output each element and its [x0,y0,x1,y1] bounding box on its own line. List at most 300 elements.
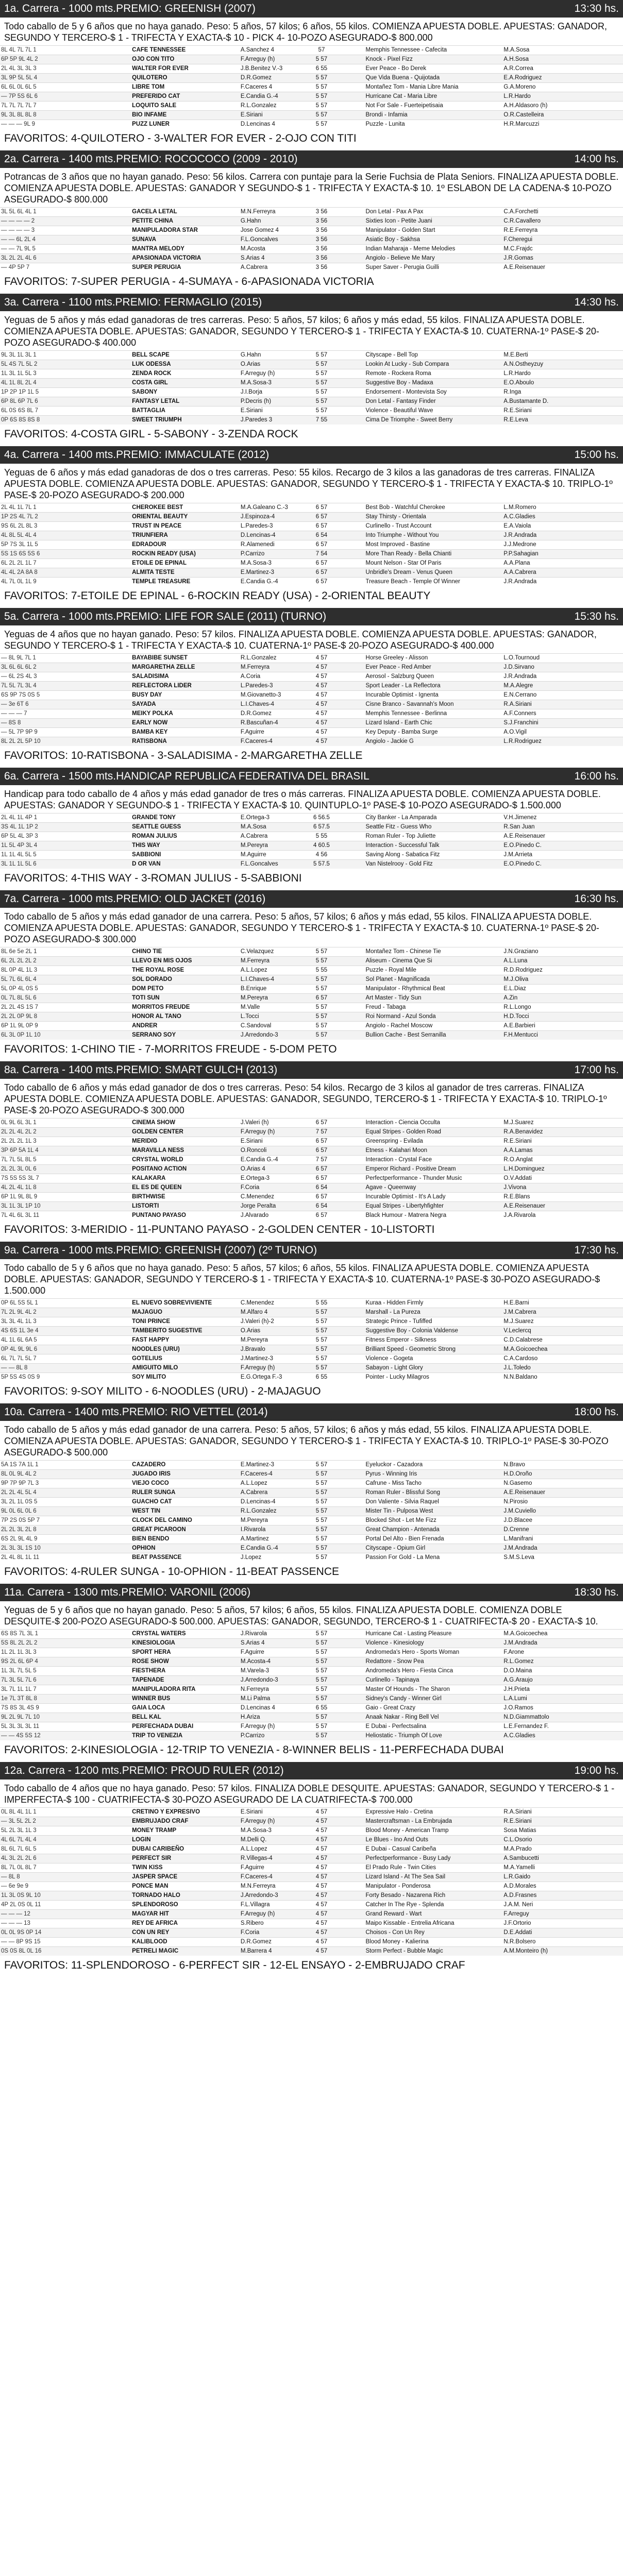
trainer-name [331,522,364,531]
trainer-name [331,663,364,672]
age-weight: 3 56 [311,208,331,217]
trainer-name [331,83,364,92]
age-weight: 6 57 [311,513,331,522]
age-weight: 4 57 [311,1854,331,1863]
race-section [0,150,623,294]
race-conditions: Yeguas de 5 y 6 años que no hayan ganado. Peso: 5 años, 57 kilos; 6 años, 55 kilos. FINALIZA APUESTA DOBLE. COMIENZA DOBLE DESQUITE-$ 200-POZO ASEGURADO-$ 500.000. APUESTAS: GANADOR, SEGUNDO, TERCERO-$ 1 - CUATRIFECTA-$ 20 - EXACTA-$ 10. [4,1605,598,1626]
entry-row [0,379,623,388]
horse-name: PONCE MAN [131,1882,240,1891]
stud-name: J.A.M. Neri [502,1901,623,1910]
age-weight: 5 57 [311,369,331,379]
jockey-name: F.Aguirre [240,728,312,737]
recent-form: 6L 3L 0P 1L 10 [0,1031,131,1040]
race-section [0,1403,623,1584]
entry-row [0,1003,623,1012]
horse-name: TEMPLE TREASURE [131,578,240,587]
horse-name: CON UN REY [131,1928,240,1938]
jockey-name: M.N.Ferreyra [240,1882,312,1891]
jockey-name: I.Rivarola [240,1526,312,1535]
entry-row [0,1667,623,1676]
race-header [0,1403,623,1421]
jockey-name: L.Paredes-3 [240,682,312,691]
entry-row [0,1938,623,1947]
recent-form: 8L 4L 7L 7L 1 [0,46,131,55]
entries-table [0,1629,623,1740]
pedigree: Interaction - Ciencia Occulta [365,1118,503,1128]
recent-form: 9L 3L 8L 8L 8 [0,111,131,120]
trainer-name [331,1854,364,1863]
trainer-name [331,1704,364,1713]
entry-row [0,1470,623,1479]
recent-form: 6P 1L 9L 0P 9 [0,1022,131,1031]
pedigree: Andromeda's Hero - Sports Woman [365,1648,503,1657]
horse-name: HONOR AL TANO [131,1012,240,1022]
race-time: 16:00 hs. [574,770,619,782]
entry-row [0,1657,623,1667]
entries-table [0,1460,623,1562]
age-weight: 4 57 [311,1928,331,1938]
trainer-name [331,1836,364,1845]
stud-name: A.Bustamante D. [502,397,623,406]
trainer-name [331,1685,364,1694]
jockey-name: D.Lencinas-4 [240,531,312,540]
recent-form: — 5L 7P 9P 9 [0,728,131,737]
recent-form: 2L 4L 1L 7L 1 [0,503,131,513]
entry-row [0,235,623,245]
entry-row [0,559,623,568]
entry-row [0,823,623,832]
jockey-name: M.Varela-3 [240,1667,312,1676]
stud-name: F.H.Mentucci [502,1031,623,1040]
trainer-name [331,709,364,719]
race-conditions: Yeguas de 4 años que no hayan ganado. Peso: 57 kilos. FINALIZA APUESTA DOBLE. COMIENZA APUESTA DOBLE. APUESTAS: GANADOR, SEGUNDO Y TERCERO-$ 1 - TRIFECTA Y EXACTA-$ 10. CUATERNA-1º PASE-$ 20-POZO ASEGURADO-$ 400.000 [4,629,597,651]
trainer-name [331,111,364,120]
age-weight: 5 57 [311,1327,331,1336]
trainer-name [331,1345,364,1354]
race-header [0,890,623,908]
entry-row [0,1137,623,1146]
entry-row [0,1919,623,1928]
jockey-name: C.Velazquez [240,947,312,957]
horse-name: PERFECHADA DUBAI [131,1722,240,1732]
recent-form: 0L 0L 9S 0P 14 [0,1928,131,1938]
entry-row [0,1364,623,1373]
entry-row [0,700,623,709]
recent-form: 3L 2L 1L 0S 5 [0,1498,131,1507]
horse-name: CHINO TIE [131,947,240,957]
stud-name: V.H.Jimenez [502,814,623,823]
entry-row [0,522,623,531]
age-weight: 4 57 [311,700,331,709]
trainer-name [331,966,364,975]
recent-form: 7S 8S 3L 4S 9 [0,1704,131,1713]
entry-row [0,1507,623,1516]
recent-form: 0P 6L 5S 5L 1 [0,1299,131,1308]
trainer-name [331,1012,364,1022]
stud-name: J.M.Cuviello [502,1507,623,1516]
entry-row [0,540,623,550]
favorites-line: FAVORITOS: 7-ETOILE DE EPINAL - 6-ROCKIN READY (USA) - 2-ORIENTAL BEAUTY [4,590,431,602]
pedigree: Gaio - Great Crazy [365,1704,503,1713]
race-section [0,890,623,1061]
age-weight: 6 55 [311,1704,331,1713]
jockey-name: F.Caceres 4 [240,83,312,92]
horse-name: SUPER PERUGIA [131,263,240,273]
race-title: 7a. Carrera - 1000 mts.PREMIO: OLD JACKET (2016) [4,893,266,905]
trainer-name [331,513,364,522]
trainer-name [331,1648,364,1657]
recent-form: 3L 1L 1L 5L 6 [0,860,131,869]
stud-name: G.A.Moreno [502,83,623,92]
horse-name: FIESTHERA [131,1667,240,1676]
race-conditions: Todo caballo de 4 años que no haya ganado. Peso: 57 kilos. FINALIZA DOBLE DESQUITE. APUESTAS: GANADOR, SEGUNDO Y TERCERO-$ 1 - IMPERFECTA-$ 100 - CUATRIFECTA-$ 30-POZO ASEGURADO DE LA CUATRIFECTA-$ 700.000 [4,1783,615,1805]
trainer-name [331,1373,364,1382]
pedigree: Cima De Triomphe - Sweet Berry [365,416,503,425]
entry-row [0,1676,623,1685]
stud-name: E.A.Rodriguez [502,74,623,83]
horse-name: MANIPULADORA STAR [131,226,240,235]
entry-row [0,1118,623,1128]
stud-name: M.E.Berti [502,351,623,360]
entry-row [0,1826,623,1836]
jockey-name: D.Lencinas-4 [240,1498,312,1507]
age-weight: 5 57 [311,397,331,406]
horse-name: TOTI SUN [131,994,240,1003]
trainer-name [331,1211,364,1221]
entry-row [0,1308,623,1317]
age-weight: 5 57 [311,1694,331,1704]
race-header [0,1762,623,1780]
race-time: 18:30 hs. [574,1586,619,1598]
horse-name: BAMBA KEY [131,728,240,737]
pedigree: Puzzle - Lunita [365,120,503,129]
jockey-name: J.I.Borja [240,388,312,397]
jockey-name: J.Arredondo-3 [240,1891,312,1901]
pedigree: Art Master - Tidy Sun [365,994,503,1003]
stud-name: A.N.Ostheyzuy [502,360,623,369]
pedigree: Manipulator - Rhythmical Beat [365,985,503,994]
age-weight: 6 55 [311,64,331,74]
age-weight: 4 57 [311,1836,331,1845]
pedigree: Roman Ruler - Top Juliette [365,832,503,841]
age-weight: 5 57 [311,1535,331,1544]
recent-form: 9P 7P 9P 7L 3 [0,1479,131,1488]
entry-row [0,1211,623,1221]
trainer-name [331,235,364,245]
recent-form: 6L 2L 2L 1L 7 [0,559,131,568]
trainer-name [331,1308,364,1317]
stud-name: M.A.Goicoechea [502,1345,623,1354]
trainer-name [331,1901,364,1910]
horse-name: RULER SUNGA [131,1488,240,1498]
stud-name: J.D.Blacee [502,1516,623,1526]
entry-row [0,1928,623,1938]
favorites-line: FAVORITOS: 7-SUPER PERUGIA - 4-SUMAYA - 6-APASIONADA VICTORIA [4,276,374,287]
stud-name: M.A.Alegre [502,682,623,691]
stud-name: E.A.Vaiola [502,522,623,531]
stud-name: R.E.Siriani [502,1137,623,1146]
recent-form: — — — 12 [0,1910,131,1919]
pedigree: Curlinello - Trust Account [365,522,503,531]
jockey-name: L.I.Chaves-4 [240,700,312,709]
entry-row [0,719,623,728]
jockey-name: M.Delli Q. [240,1836,312,1845]
stud-name: J.R.Gomas [502,254,623,263]
pedigree: Grand Reward - Wart [365,1910,503,1919]
pedigree: Expressive Halo - Cretina [365,1808,503,1817]
pedigree: Equal Stripes - Golden Road [365,1128,503,1137]
trainer-name [331,1488,364,1498]
pedigree: Black Humour - Matrera Negra [365,1211,503,1221]
entry-row [0,1836,623,1845]
trainer-name [331,1676,364,1685]
stud-name: H.E.Barni [502,1299,623,1308]
horse-name: CHEROKEE BEST [131,503,240,513]
trainer-name [331,531,364,540]
race-time: 17:30 hs. [574,1244,619,1256]
entry-row [0,1854,623,1863]
age-weight: 5 57 [311,1317,331,1327]
race-conditions: Todo caballo de 5 años y más edad ganador de una carrera. Peso: 5 años, 57 kilos; 6 años y más edad, 55 kilos. FINALIZA APUESTA DOBLE. COMIENZA APUESTA DOBLE. APUESTAS: GANADOR, SEGUNDO Y TERCERO-$ 1 - TRIFECTA Y EXACTA-$ 10. TRIPLO-1º PASE-$ 30-POZO ASEGURADO-$ 500.000 [4,1425,609,1458]
pedigree: Passion For Gold - La Mena [365,1553,503,1563]
stud-name: H.D.Oroño [502,1470,623,1479]
age-weight: 5 57 [311,360,331,369]
stud-name: A.M.Monteiro (h) [502,1947,623,1956]
stud-name: M.A.Goicoechea [502,1630,623,1639]
recent-form: — — — — 3 [0,226,131,235]
stud-name: R.L.Longo [502,1003,623,1012]
entry-row [0,1947,623,1956]
entry-row [0,1891,623,1901]
age-weight: 7 57 [311,1128,331,1137]
entries-table [0,1118,623,1220]
trainer-name [331,841,364,851]
stud-name: Sosa Matias [502,1826,623,1836]
entry-row [0,1516,623,1526]
recent-form: 7P 2S 0S 5P 7 [0,1516,131,1526]
recent-form: 3L 1L 3L 1P 10 [0,1202,131,1211]
horse-name: REFLECTORA LIDER [131,682,240,691]
stud-name: J.J.Medrone [502,540,623,550]
pedigree: Agave - Queenway [365,1183,503,1193]
jockey-name: F.L.Villagra [240,1901,312,1910]
jockey-name: O.Arias [240,1327,312,1336]
jockey-name: E.Ortega-3 [240,814,312,823]
horse-name: ANDRER [131,1022,240,1031]
trainer-name [331,369,364,379]
trainer-name [331,994,364,1003]
pedigree: Angiolo - Believe Me Mary [365,254,503,263]
horse-name: MEIKY POLKA [131,709,240,719]
jockey-name: D.Lencinas 4 [240,1704,312,1713]
horse-name: MAJAGUO [131,1308,240,1317]
entry-row [0,64,623,74]
pedigree: El Prado Rule - Twin Cities [365,1863,503,1873]
pedigree: Mount Nelson - Star Of Paris [365,559,503,568]
pedigree: Perfectperformance - Busy Lady [365,1854,503,1863]
recent-form: — — 4S 5S 12 [0,1732,131,1741]
entry-row [0,245,623,254]
pedigree: Emperor Richard - Positive Dream [365,1165,503,1174]
jockey-name: A.Martinez [240,1535,312,1544]
age-weight: 6 57 [311,1165,331,1174]
race-header [0,1584,623,1601]
stud-name: A.D.Frasnes [502,1891,623,1901]
age-weight: 4 57 [311,719,331,728]
pedigree: Knock - Pixel Fizz [365,55,503,64]
entry-row [0,120,623,129]
trainer-name [331,74,364,83]
jockey-name: D.R.Gomez [240,74,312,83]
pedigree: Choisos - Con Un Rey [365,1928,503,1938]
trainer-name [331,1667,364,1676]
entry-row [0,416,623,425]
age-weight: 5 57 [311,1308,331,1317]
recent-form: 2L 2L 3L 0L 6 [0,1165,131,1174]
trainer-name [331,1137,364,1146]
trainer-name [331,46,364,55]
horse-name: MORRITOS FREUDE [131,1003,240,1012]
stud-name: R.E.Ferreyra [502,226,623,235]
age-weight: 5 57 [311,111,331,120]
recent-form: 8L 7L 0L 8L 7 [0,1863,131,1873]
age-weight: 5 57 [311,1526,331,1535]
stud-name: J.A.Rivarola [502,1211,623,1221]
trainer-name [331,578,364,587]
trainer-name [331,1910,364,1919]
age-weight: 5 57 [311,1507,331,1516]
entry-row [0,217,623,226]
horse-name: LUK ODESSA [131,360,240,369]
jockey-name: E.Siriani [240,1137,312,1146]
pedigree: Manipulator - Golden Start [365,226,503,235]
stud-name: O.V.Addati [502,1174,623,1183]
entry-row [0,92,623,101]
trainer-name [331,406,364,416]
trainer-name [331,860,364,869]
entry-row [0,682,623,691]
trainer-name [331,1535,364,1544]
pedigree: Curlinello - Tapinaya [365,1676,503,1685]
pedigree: Que Vida Buena - Quijotada [365,74,503,83]
age-weight: 4 57 [311,737,331,747]
jockey-name: J.Arredondo-3 [240,1676,312,1685]
age-weight: 5 57 [311,1657,331,1667]
age-weight: 5 55 [311,1299,331,1308]
stud-name: L.R.Gaido [502,1873,623,1882]
favorites-line: FAVORITOS: 9-SOY MILITO - 6-NOODLES (URU) - 2-MAJAGUO [4,1385,321,1397]
age-weight: 4 57 [311,654,331,663]
trainer-name [331,1808,364,1817]
favorites-line: FAVORITOS: 10-RATISBONA - 3-SALADISIMA - 2-MARGARETHA ZELLE [4,750,363,761]
stud-name: R.O.Anglat [502,1156,623,1165]
race-header [0,0,623,18]
entry-row [0,1535,623,1544]
age-weight: 5 57 [311,1498,331,1507]
horse-name: SERRANO SOY [131,1031,240,1040]
jockey-name: A.Coria [240,672,312,682]
age-weight: 4 57 [311,728,331,737]
jockey-name: E.Siriani [240,406,312,416]
pedigree: Stay Thirsty - Orientala [365,513,503,522]
pedigree: Blocked Shot - Let Me Fizz [365,1516,503,1526]
recent-form: 9S 2L 6L 6P 4 [0,1657,131,1667]
trainer-name [331,1479,364,1488]
stud-name: F.Arone [502,1648,623,1657]
pedigree: Violence - Gogeta [365,1354,503,1364]
favorites-line: FAVORITOS: 4-COSTA GIRL - 5-SABONY - 3-ZENDA ROCK [4,428,298,440]
trainer-name [331,1193,364,1202]
stud-name: R.E.Blans [502,1193,623,1202]
jockey-name: J.Lopez [240,1553,312,1563]
horse-name: SPORT HERA [131,1648,240,1657]
recent-form: 6S 2L 9L 4L 9 [0,1535,131,1544]
stud-name: A.L.Luna [502,957,623,966]
recent-form: 2L 2L 0P 9L 8 [0,1012,131,1022]
jockey-name: S.Arias 4 [240,1639,312,1648]
stud-name: L.R.Hardo [502,92,623,101]
pedigree: Super Saver - Perugia Guilli [365,263,503,273]
jockey-name: E.Siriani [240,1808,312,1817]
trainer-name [331,851,364,860]
pedigree: Cityscape - Bell Top [365,351,503,360]
trainer-name [331,1202,364,1211]
pedigree: Don Letal - Pax A Pax [365,208,503,217]
stud-name: E.N.Cerrano [502,691,623,700]
stud-name: J.R.Andrada [502,531,623,540]
entry-row [0,1882,623,1891]
age-weight: 5 57 [311,1676,331,1685]
stud-name: E.O.Aboulo [502,379,623,388]
trainer-name [331,254,364,263]
jockey-name: A.L.Lopez [240,966,312,975]
pedigree: Suggestive Boy - Madaxa [365,379,503,388]
age-weight: 3 56 [311,217,331,226]
jockey-name: D.R.Gomez [240,1938,312,1947]
horse-name: POSITANO ACTION [131,1165,240,1174]
stud-name: M.C.Frajdc [502,245,623,254]
pedigree: Asiatic Boy - Sakhsa [365,235,503,245]
recent-form: — 6L 2S 4L 3 [0,672,131,682]
horse-name: COSTA GIRL [131,379,240,388]
entry-row [0,1713,623,1722]
race-section [0,1061,623,1242]
trainer-name [331,1516,364,1526]
horse-name: DOM PETO [131,985,240,994]
horse-name: BIRTHWISE [131,1193,240,1202]
stud-name: C.L.Osorio [502,1836,623,1845]
age-weight: 6 57 [311,1137,331,1146]
recent-form: 7L 4L 6L 3L 11 [0,1211,131,1221]
trainer-name [331,1826,364,1836]
trainer-name [331,1146,364,1156]
recent-form: 5L 0P 4L 0S 5 [0,985,131,994]
horse-name: SABBIONI [131,851,240,860]
entry-row [0,1544,623,1553]
pedigree: Key Deputy - Bamba Surge [365,728,503,737]
age-weight: 3 56 [311,254,331,263]
recent-form: 0P 6S 8S 8S 8 [0,416,131,425]
entry-row [0,1174,623,1183]
horse-name: EL ES DE QUEEN [131,1183,240,1193]
horse-name: CRYSTAL WATERS [131,1630,240,1639]
recent-form: 2L 2L 4L 2L 2 [0,1128,131,1137]
horse-name: OPHION [131,1544,240,1553]
stud-name: A.R.Correa [502,64,623,74]
stud-name: J.N.Graziano [502,947,623,957]
horse-name: PUNTANO PAYASO [131,1211,240,1221]
stud-name: D.E.Addati [502,1928,623,1938]
